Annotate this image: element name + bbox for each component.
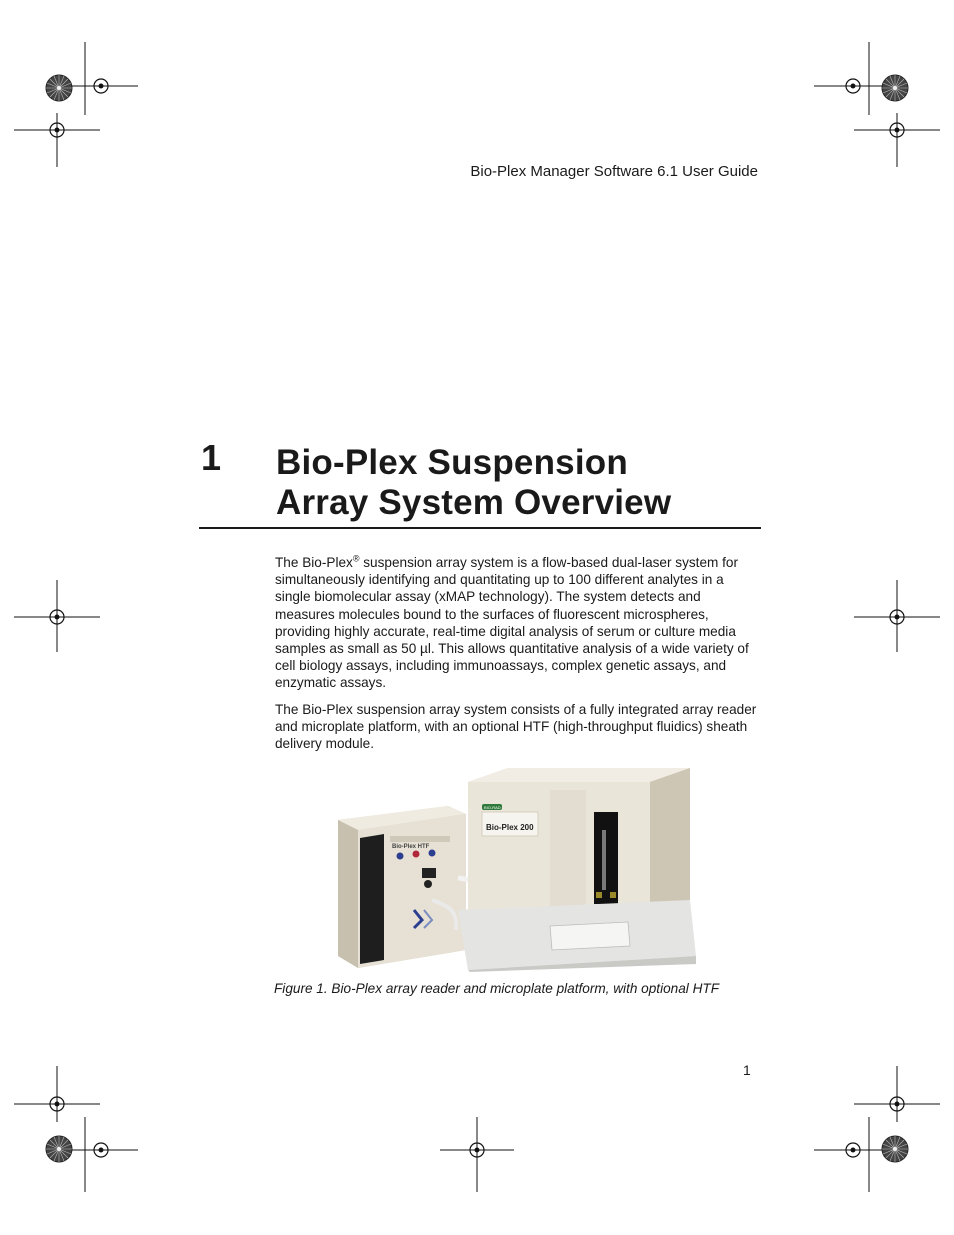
brand-badge: BIO-RAD — [484, 805, 501, 810]
paragraph-2: The Bio-Plex suspension array system consists of a fully integrated array reader and microplate platform, with an optional HTF (high-throughput fluidics) sheath delivery module. — [275, 701, 757, 752]
p1-rest: suspension array system is a flow-based dual-laser system for simultaneously identifying and quantitating up to 100 different analytes in a single biomolecular assay (xMAP technology). The system detects and measures molecules bound to the surfaces of fluorescent microspheres, providing highly accurate, real-time digital analysis of serum or culture media samples as small as 50 µl. This allows quantitative analysis of a wide variety of cell biology assays, including immunoassays, complex genetic assays, and enzymatic assays. — [275, 555, 749, 691]
figure-caption: Figure 1. Bio-Plex array reader and microplate platform, with optional HTF — [274, 981, 720, 996]
title-rule — [199, 527, 761, 529]
reader-label: Bio-Plex 200 — [486, 823, 534, 832]
chapter-number: 1 — [201, 437, 222, 478]
registered-mark: ® — [352, 553, 360, 564]
chapter-title-line-2: Array System Overview — [276, 483, 672, 522]
running-header: Bio-Plex Manager Software 6.1 User Guide — [470, 163, 758, 180]
paragraph-1 — [275, 554, 760, 692]
chapter-title-line-1: Bio-Plex Suspension — [276, 443, 628, 482]
p1-start: The Bio-Plex — [275, 555, 353, 570]
chapter-title — [276, 443, 760, 523]
htf-label: Bio-Plex HTF — [392, 844, 430, 850]
htf-module — [338, 806, 466, 968]
body-text — [275, 554, 760, 761]
array-reader — [468, 768, 690, 910]
microplate-platform — [458, 900, 696, 972]
page-number: 1 — [743, 1062, 751, 1078]
figure-bioplex-system — [328, 760, 700, 972]
